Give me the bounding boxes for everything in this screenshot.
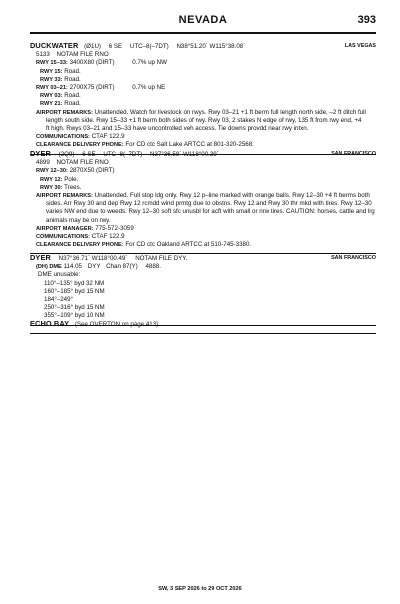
page-header <box>30 14 376 32</box>
page-number: 393 <box>357 14 376 26</box>
communications-label: COMMUNICATIONS: <box>36 134 90 141</box>
entry-dyer-dme <box>30 254 376 326</box>
airport-utc: UTC–8(–7DT) <box>103 151 143 158</box>
dme-ident: DYY <box>87 263 101 271</box>
effective-dates-footer: SW, 3 SEP 2026 to 29 OCT 2026 <box>158 586 242 592</box>
airport-distance: 6 SE <box>108 43 123 50</box>
runway-end-label: RWY 03: <box>40 93 63 100</box>
dme-range: 110°–135° byd 32 NM <box>44 279 105 287</box>
communications-value: CTAF 122.9 <box>91 133 125 141</box>
clearance-delivery-value: For CD ctc Salt Lake ARTCC at 801-320-2568. <box>125 141 254 149</box>
region-label: SAN FRANCISCO <box>331 151 376 157</box>
remarks-text: length south side. Rwy 15–33 +1 ft berm both sides of rwy. Rwy 03, 2 stakes N edge of rwy, 135 ft from rwy end, +4 <box>46 116 362 124</box>
airport-manager-value: 775-572-3059 <box>95 224 134 232</box>
airport-id: (Ø1U) <box>84 43 101 50</box>
remarks-text: varies NW end due to weeds. Rwy 12–30 soft sfc unusbl for acft with small or nrw tires. CAUTION: horses, cattle and lrg <box>46 208 375 216</box>
runway-end-value: Road. <box>64 75 81 83</box>
dme-range: 184°–249° <box>44 296 74 304</box>
dme-range: 160°–185° byd 15 NM <box>44 287 105 295</box>
runway-end-value: Road. <box>64 67 81 75</box>
runway-end-value: Pole. <box>64 175 79 183</box>
region-label: SAN FRANCISCO <box>331 255 376 261</box>
runway-label: RWY 12–30: <box>36 168 68 175</box>
dme-frequency: 114.05 <box>63 263 82 271</box>
remarks-text: ft high. Rwys 03–21 and 15–33 have uncontrolled veh access. Tie downs provdd near rwy intxn. <box>46 125 309 133</box>
airport-manager-label: AIRPORT MANAGER: <box>36 225 94 232</box>
airport-utc: UTC–8(–7DT) <box>129 43 169 50</box>
remarks-text: animals may be on rwy. <box>46 216 111 224</box>
runway-dims: 2870X50 (DIRT) <box>69 167 115 175</box>
notam-file: NOTAM FILE RNO <box>56 159 109 167</box>
runway-end-label: RWY 30: <box>40 184 63 191</box>
remarks-label: AIRPORT REMARKS: <box>36 109 93 116</box>
airport-elevation: 5133 <box>36 51 50 59</box>
dme-label: (DH) DME <box>36 264 62 271</box>
airport-coords: N37°36.58´ W118°00.39´ <box>149 151 219 158</box>
runway-end-value: Road. <box>64 92 81 100</box>
airport-distance: 6 SE <box>82 151 96 158</box>
dme-range: 250°–316° byd 15 NM <box>44 304 105 312</box>
remarks-text: Unattended. Watch for livestock on rwys. Rwy 03–21 +1 ft berm full length north side, –2 ft ditch full <box>94 108 366 116</box>
runway-end-value: Trees. <box>64 183 82 191</box>
remarks-text: sides. Arr Rwy 30 and dep Rwy 12 rcmdd wind prmtg due to obstns. Rwy 12 and Rwy 30 thr mkd with tires. Rwy 12–30 <box>46 200 372 208</box>
cross-reference: (See OVERTON on page 413) <box>74 321 159 328</box>
runway-dims: 2700X75 (DIRT) <box>69 84 115 92</box>
runway-grade: 0.7% up NW <box>132 59 167 67</box>
communications-label: COMMUNICATIONS: <box>36 234 90 241</box>
entry-echo-bay <box>30 320 376 334</box>
notam-file: NOTAM FILE DYY. <box>135 255 188 262</box>
runway-end-value: Road. <box>64 100 81 108</box>
entry-dyer <box>30 150 376 254</box>
runway-end-label: RWY 12: <box>40 176 63 183</box>
dme-channel: Chan 87(Y) <box>106 263 138 271</box>
communications-value: CTAF 122.9 <box>91 233 125 241</box>
header-rule <box>30 32 376 34</box>
notam-file: NOTAM FILE RNO <box>56 51 109 59</box>
dme-unusable-label: DME unusable: <box>38 271 81 279</box>
airport-name: DYER <box>30 149 51 158</box>
clearance-delivery-label: CLEARANCE DELIVERY PHONE: <box>36 142 124 149</box>
entry-divider <box>30 333 376 334</box>
navaid-name: DYER <box>30 253 51 262</box>
region-label: LAS VEGAS <box>344 43 376 49</box>
runway-end-label: RWY 21: <box>40 101 63 108</box>
dme-range: 355°–109° byd 10 NM <box>44 312 105 320</box>
airport-id: (2Q9) <box>58 151 75 158</box>
runway-end-label: RWY 33: <box>40 76 63 83</box>
remarks-label: AIRPORT REMARKS: <box>36 193 93 200</box>
airport-coords: N38°51.20´ W115°38.08´ <box>176 43 246 50</box>
runway-label: RWY 15–33: <box>36 60 68 67</box>
runway-end-label: RWY 15: <box>40 68 63 75</box>
navaid-coords: N37°36.71´ W118°00.49´ <box>58 255 128 262</box>
entry-duckwater <box>30 42 376 155</box>
state-title: NEVADA <box>178 14 228 26</box>
airport-name: DUCKWATER <box>30 41 79 50</box>
airport-elevation: 4899 <box>36 159 50 167</box>
runway-grade: 0.7% up NE <box>132 84 166 92</box>
airport-name: ECHO BAY <box>30 319 70 328</box>
runway-label: RWY 03–21: <box>36 85 68 92</box>
remarks-text: Unattended. Full stop ldg only. Rwy 12 p–line marked with orange balls. Rwy 12–30 +4 ft berms both <box>94 192 370 200</box>
dme-elevation: 4888. <box>145 263 161 271</box>
runway-dims: 3400X80 (DIRT) <box>69 59 115 67</box>
clearance-delivery-label: CLEARANCE DELIVERY PHONE: <box>36 242 124 249</box>
clearance-delivery-value: For CD ctc Oakland ARTCC at 510-745-3380. <box>125 241 252 249</box>
